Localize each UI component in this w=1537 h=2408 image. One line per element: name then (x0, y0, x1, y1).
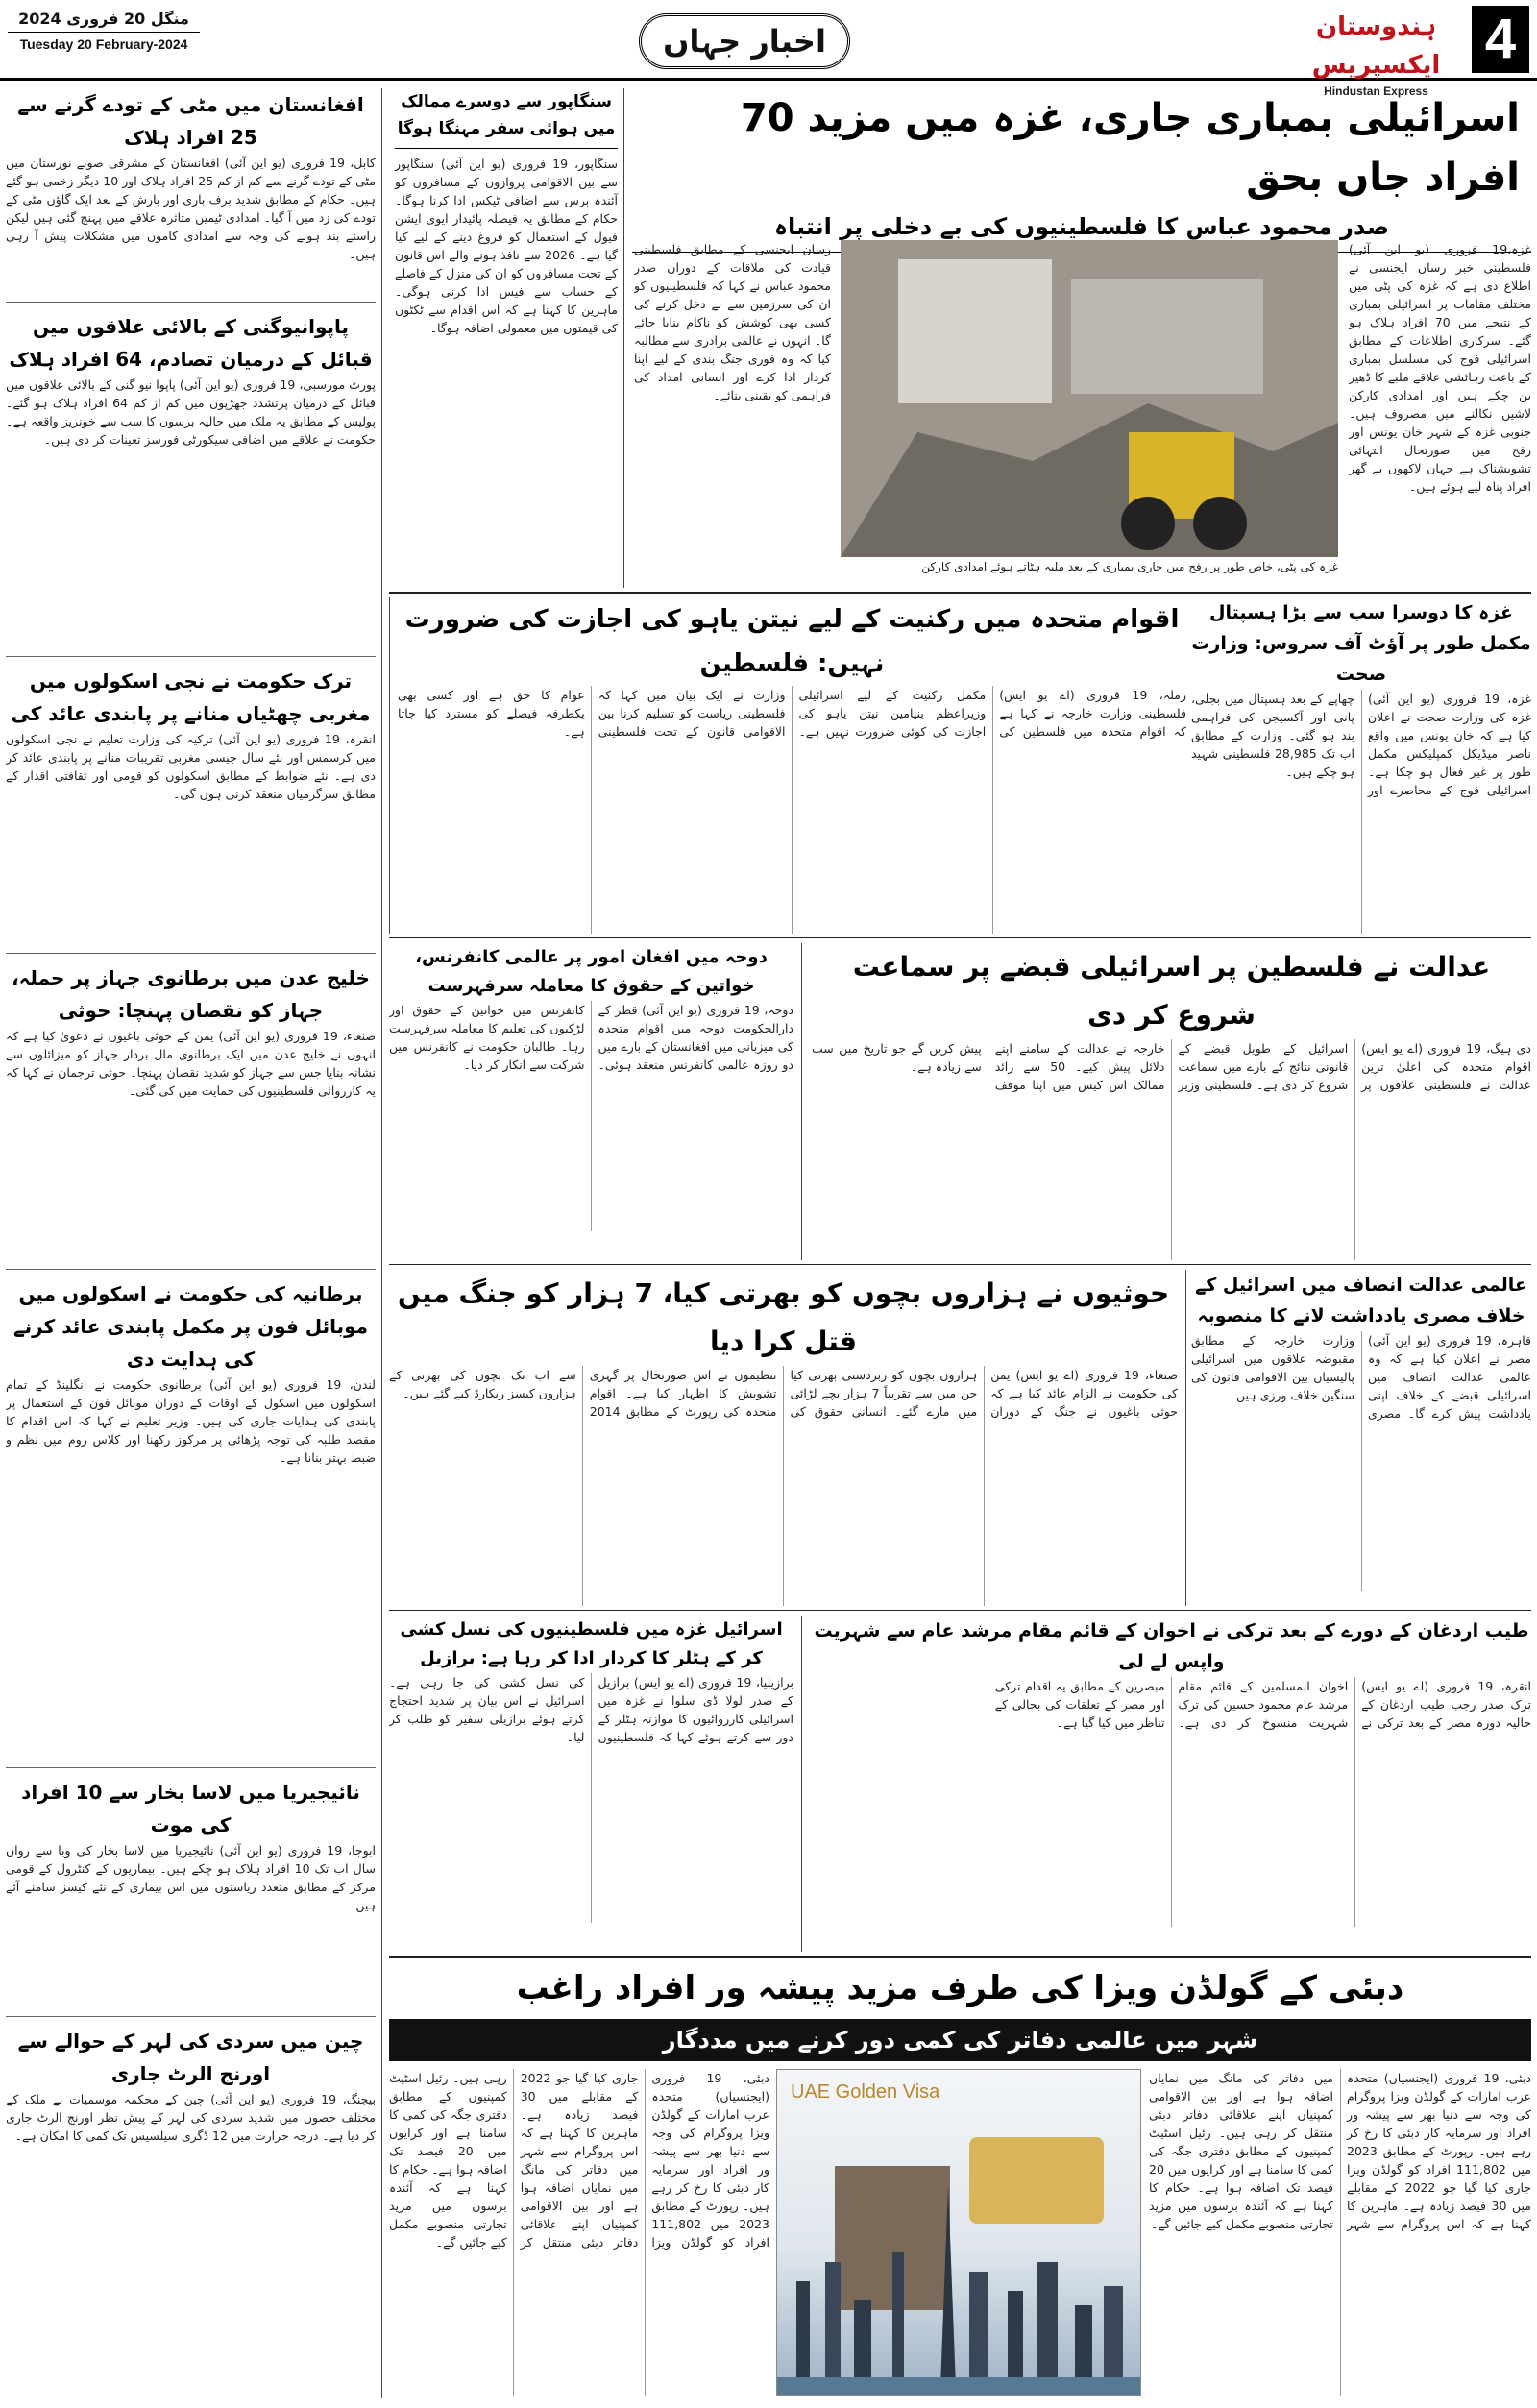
date-english: Tuesday 20 February-2024 (19, 36, 188, 52)
date-urdu: منگل 20 فروری 2024 (8, 10, 200, 33)
brazil-headline: اسرائیل غزہ میں فلسطینیوں کی نسل کشی کر کے ہٹلر کا کردار ادا کر رہا ہے: برازیل (400, 1619, 783, 1668)
brief-china (6, 2025, 376, 2390)
court-story (812, 943, 1531, 1260)
brief-headline: پاپوانیوگنی کے بالائی علاقوں میں قبائل کے درمیان تصادم، 64 افراد ہلاک (9, 315, 373, 371)
singapore-story (389, 88, 624, 588)
icj-story (1191, 1270, 1531, 1606)
dubai-body-right: دبئی، 19 فروری (ایجنسیاں) متحدہ عرب امارات کے گولڈن ویزا پروگرام کی وجہ سے دنیا بھر سے پیشہ ور افراد اور سرمایہ کار دبئی کا رخ کر رہے ہیں۔ رپورٹ کے مطابق 2023 میں 111,802 افراد کو گولڈن ویزا جاری کیا گیا جو 2022 کے مقابلے میں 30 فیصد زیادہ ہے۔ ماہرین کا کہنا ہے کہ اس پروگرام سے شہر میں دفاتر کی مانگ میں نمایاں اضافہ ہوا ہے اور بین الاقوامی کمپنیاں اپنے علاقائی دفاتر دبئی منتقل کر رہی ہیں۔ رئیل اسٹیٹ کمپنیوں کے مطابق دفتری جگہ کی کمی کا سامنا ہے اور کرایوں میں 20 فیصد تک اضافہ ہوا ہے۔ حکام کا کہنا ہے کہ آئندہ برسوں میں مزید تجارتی منصوبے مکمل کیے جائیں گے۔ (1149, 2071, 1531, 2231)
lead-photo-caption: غزہ کی پٹی، خاص طور پر رفح میں جاری بمباری کے بعد ملبہ ہٹاتے ہوئے امدادی کارکن (921, 560, 1338, 573)
logo-urdu: ہندوستان ایکسپریس (1311, 12, 1441, 80)
doha-headline: دوحہ میں افغان امور پر عالمی کانفرنس، خواتین کے حقوق کا معاملہ سرفہرست (415, 947, 768, 996)
lead-body-left: رسان ایجنسی کے مطابق فلسطینی قیادت کی ملاقات کے دوران صدر محمود عباس نے کہا کہ فلسطینیوں کو ان کی سرزمین سے بے دخل کرنے کی کسی بھی کوشش کو ناکام بنایا جائے گا۔ انہوں نے عالمی برادری سے مطالبہ کیا کہ وہ فوری جنگ بندی کے لیے اپنا کردار ادا کرے اور انسانی امداد کی فراہمی کو یقینی بنائے۔ (634, 242, 831, 402)
brief-body: ابوجا، 19 فروری (یو این آئی) نائیجیریا میں لاسا بخار کی وبا سے رواں سال اب تک 10 افراد ہلاک ہو چکے ہیں۔ بیماریوں کے کنٹرول کے قومی مرکز کے مطابق متعدد ریاستوں میں اس بیماری کے نئے کیسز سامنے آئے ہیں۔ (6, 1843, 376, 1912)
lead-headline: اسرائیلی بمباری جاری، غزہ میں مزید 70 افراد جاں بحق (740, 96, 1520, 200)
singapore-headline: سنگاپور سے دوسرے ممالک میں ہوائی سفر مہنگا ہوگا (395, 88, 618, 149)
brief-gulf-aden (6, 961, 376, 1270)
brief-turkey (6, 665, 376, 954)
icj-headline: عالمی عدالت انصاف میں اسرائیل کے خلاف مصری یادداشت لانے کا منصوبہ (1195, 1275, 1527, 1326)
skyline-icon (777, 2070, 1140, 2395)
erdogan-body: انقرہ، 19 فروری (اے یو ایس) ترک صدر رجب طیب اردغان کے حالیہ دورہ مصر کے بعد ترکی نے اخوان المسلمین کے قائم مقام مرشد عام محمود حسین کی ترک شہریت منسوخ کر دی ہے۔ مبصرین کے مطابق یہ اقدام ترکی اور مصر کے تعلقات کی بحالی کے تناظر میں کیا گیا ہے۔ (994, 1679, 1531, 1730)
court-body: دی ہیگ، 19 فروری (اے یو ایس) اقوام متحدہ کی اعلیٰ ترین عدالت نے فلسطینی علاقوں پر اسرائیل کے طویل قبضے کے قانونی نتائج کے بارے میں سماعت شروع کر دی ہے۔ فلسطینی وزیر خارجہ نے عدالت کے سامنے اپنے دلائل پیش کیے۔ 50 سے زائد ممالک اس کیس میں اپنا موقف پیش کریں گے جو تاریخ میں سب سے زیادہ ہے۔ (812, 1041, 1531, 1092)
lead-photo (841, 240, 1338, 557)
brazil-story (389, 1616, 802, 1952)
brief-headline: افغانستان میں مٹی کے تودے گرنے سے 25 افراد ہلاک (17, 93, 364, 149)
brief-headline: خلیج عدن میں برطانوی جہاز پر حملہ، جہاز کو نقصان پہنچا: حوثی (12, 966, 370, 1022)
brief-nigeria (6, 1776, 376, 2017)
brazil-body: برازیلیا، 19 فروری (اے یو ایس) برازیل کے صدر لولا ڈی سلوا نے غزہ میں اسرائیلی کارروائیوں کا موازنہ ہٹلر کے دور سے کرتے ہوئے کہا کہ فلسطینیوں کی نسل کشی کی جا رہی ہے۔ اسرائیل نے اس بیان پر شدید احتجاج کرتے ہوئے برازیلی سفیر کو طلب کر لیا۔ (389, 1675, 793, 1744)
logo-english: Hindustan Express (1324, 85, 1428, 98)
erdogan-headline: طیب اردغان کے دورے کے بعد ترکی نے اخوان کے قائم مقام مرشد عام سے شہریت واپس لے لی (814, 1620, 1529, 1672)
houthi-headline: حوثیوں نے ہزاروں بچوں کو بھرتی کیا، 7 ہزار کو جنگ میں قتل کرا دیا (397, 1277, 1170, 1357)
doha-body: دوحہ، 19 فروری (یو این آئی) قطر کے دارالحکومت دوحہ میں اقوام متحدہ کی میزبانی میں افغانستان کے بارے میں دو روزہ عالمی کانفرنس منعقد ہوئی۔ کانفرنس میں خواتین کے حقوق اور لڑکیوں کی تعلیم کا معاملہ سرفہرست رہا۔ طالبان حکومت نے کانفرنس میں شرکت سے انکار کر دیا۔ (389, 1003, 793, 1072)
lead-body-right: غزہ،19 فروری (یو این آئی) فلسطینی خبر رساں ایجنسی نے اطلاع دی ہے کہ غزہ کی پٹی میں مختلف مقامات پر اسرائیلی بمباری کے نتیجے میں 70 افراد ہلاک ہو گئے۔ سرکاری اطلاعات کے مطابق اسرائیلی فوج کی مسلسل بمباری کے باعث رہائشی علاقے ملبے کا ڈھیر بن چکے ہیں اور امدادی کارکن لاشیں نکالنے میں مصروف ہیں۔ جنوبی غزہ کے شہر خان یونس اور رفح میں صورتحال انتہائی تشویشناک ہے جہاں لاکھوں بے گھر افراد پناہ لیے ہوئے ہیں۔ (1349, 242, 1531, 494)
un-headline: اقوام متحدہ میں رکنیت کے لیے نیتن یاہو کی اجازت کی ضرورت نہیں: فلسطین (404, 605, 1180, 678)
newspaper-logo (1287, 8, 1465, 98)
singapore-body: سنگاپور، 19 فروری (یو این آئی) سنگاپور سے بین الاقوامی پروازوں کے مسافروں کو آئندہ برس سے اضافی ٹیکس ادا کرنا ہوگا۔ حکام کے مطابق یہ فیصلہ پائیدار ایوی ایشن فیول کے استعمال کو فروغ دینے کے لیے کیا گیا ہے۔ 2026 سے نافذ ہونے والے اس قانون کے تحت مسافروں کو ان کی منزل کے فاصلے کے حساب سے فیس ادا کرنی ہوگی۔ ماہرین کا کہنا ہے کہ اس اقدام سے ٹکٹوں کی قیمتوں میں معمولی اضافہ ہوگا۔ (395, 157, 619, 335)
houthi-story (389, 1270, 1186, 1606)
rubble-photo-icon (841, 240, 1338, 557)
dubai-body-left: دبئی، 19 فروری (ایجنسیاں) متحدہ عرب امارات کے گولڈن ویزا پروگرام کی وجہ سے دنیا بھر سے پیشہ ور افراد اور سرمایہ کار دبئی کا رخ کر رہے ہیں۔ رپورٹ کے مطابق 2023 میں 111,802 افراد کو گولڈن ویزا جاری کیا گیا جو 2022 کے مقابلے میں 30 فیصد زیادہ ہے۔ ماہرین کا کہنا ہے کہ اس پروگرام سے شہر میں دفاتر کی مانگ میں نمایاں اضافہ ہوا ہے اور بین الاقوامی کمپنیاں اپنے علاقائی دفاتر دبئی منتقل کر رہی ہیں۔ رئیل اسٹیٹ کمپنیوں کے مطابق دفتری جگہ کی کمی کا سامنا ہے اور کرایوں میں 20 فیصد تک اضافہ ہوا ہے۔ حکام کا کہنا ہے کہ آئندہ برسوں میں مزید تجارتی منصوبے مکمل کیے جائیں گے۔ (389, 2071, 769, 2250)
gaza-hospital-body: غزہ، 19 فروری (یو این آئی) غزہ کی وزارت صحت نے اعلان کیا ہے کہ خان یونس میں واقع ناصر میڈیکل کمپلیکس مکمل طور پر غیر فعال ہو چکا ہے۔ اسرائیلی فوج کے محاصرے اور چھاپے کے بعد ہسپتال میں بجلی، پانی اور آکسیجن کی فراہمی بند ہو گئی۔ وزارت کے مطابق اب تک 28,985 فلسطینی شہید ہو چکے ہیں۔ (1191, 692, 1531, 797)
brief-body: بیجنگ، 19 فروری (یو این آئی) چین کے محکمہ موسمیات نے ملک کے مختلف حصوں میں شدید سردی کی لہر کے پیش نظر اورنج الرٹ جاری کر دیا ہے۔ درجہ حرارت میں 12 ڈگری سیلسیس تک کمی کا امکان ہے۔ (6, 2092, 376, 2143)
brief-body: کابل، 19 فروری (یو این آئی) افغانستان کے مشرقی صوبے نورستان میں مٹی کے تودے گرنے سے کم از کم 25 افراد ہلاک اور 10 دیگر زخمی ہو گئے ہیں۔ حکام کے مطابق شدید برف باری اور بارش کے بعد ایک گاؤں مٹی کے تودے کی زد میں آ گیا۔ امدادی ٹیمیں متاثرہ علاقے میں پہنچ گئی ہیں لیکن راستے بند ہونے کی وجہ سے امدادی کاموں میں مشکلات پیش آ رہی ہیں۔ (6, 156, 376, 261)
brief-papua (6, 310, 376, 657)
left-column (6, 88, 382, 2398)
section-title (639, 13, 850, 69)
brief-headline: ترک حکومت نے نجی اسکولوں میں مغربی چھٹیاں منانے پر پابندی عائد کی (11, 669, 371, 725)
icj-body: قاہرہ، 19 فروری (یو این آئی) مصر نے اعلان کیا ہے کہ وہ عالمی عدالت انصاف میں اسرائیلی قبضے کے خلاف اپنی یادداشت پیش کرے گا۔ مصری وزارت خارجہ کے مطابق مقبوضہ علاقوں میں اسرائیلی پالیسیاں بین الاقوامی قانون کی سنگین خلاف ورزی ہیں۔ (1191, 1333, 1531, 1421)
erdogan-story (812, 1616, 1531, 1952)
brief-body: پورٹ مورسبی، 19 فروری (یو این آئی) پاپوا نیو گنی کے بالائی علاقوں میں قبائل کے درمیان پرتشدد جھڑپوں میں کم از کم 64 افراد ہلاک ہو گئے۔ پولیس کے مطابق یہ ملک میں حالیہ برسوں کا سب سے خونریز واقعہ ہے۔ حکومت نے علاقے میں اضافی سیکورٹی فورسز تعینات کر دی ہیں۔ (6, 377, 376, 447)
houthi-body: صنعاء، 19 فروری (اے یو ایس) یمن کی حکومت نے الزام عائد کیا ہے کہ حوثی باغیوں نے جنگ کے دوران ہزاروں بچوں کو زبردستی بھرتی کیا جن میں سے تقریباً 7 ہزار بچے لڑائی میں مارے گئے۔ انسانی حقوق کی تنظیموں نے اس صورتحال پر گہری تشویش کا اظہار کیا ہے۔ اقوام متحدہ کی رپورٹ کے مطابق 2014 سے اب تک بچوں کی بھرتی کے ہزاروں کیسز ریکارڈ کیے گئے ہیں۔ (389, 1368, 1178, 1419)
dubai-headline: دبئی کے گولڈن ویزا کی طرف مزید پیشہ ور افراد راغب (516, 1969, 1404, 2007)
date-box (8, 10, 200, 69)
un-body: رملہ، 19 فروری (اے یو ایس) فلسطینی وزارت خارجہ نے کہا ہے کہ اقوام متحدہ میں فلسطین کی مکمل رکنیت کے لیے اسرائیلی وزیراعظم بنیامین نیتن یاہو کی اجازت کی کوئی ضرورت نہیں ہے۔ وزارت نے ایک بیان میں کہا کہ فلسطینی ریاست کو تسلیم کرنا بین الاقوامی قانون کے تحت فلسطینی عوام کا حق ہے اور کسی بھی یکطرفہ فیصلے کو مسترد کیا جاتا ہے۔ (398, 688, 1186, 739)
gaza-hospital-story (1191, 597, 1531, 934)
brief-body: انقرہ، 19 فروری (یو این آئی) ترکیہ کی وزارت تعلیم نے نجی اسکولوں میں کرسمس اور نئے سال جیسی مغربی تقریبات منانے پر پابندی عائد کر دی ہے۔ نئے ضوابط کے مطابق اسکولوں کو قومی اور ثقافتی اقدار کے مطابق سرگرمیاں منعقد کرنی ہوں گی۔ (6, 732, 376, 801)
golden-visa-label: UAE Golden Visa (791, 2081, 940, 2103)
un-story (389, 597, 1186, 934)
brief-afghanistan (6, 88, 376, 303)
golden-visa-image (776, 2069, 1141, 2396)
page-number: 4 (1472, 6, 1529, 73)
doha-story (389, 943, 802, 1260)
court-headline: عدالت نے فلسطین پر اسرائیلی قبضے پر سماعت شروع کر دی (852, 951, 1491, 1031)
brief-britain (6, 1277, 376, 1768)
dubai-subhead: شہر میں عالمی دفاتر کی کمی دور کرنے میں مددگار (389, 2019, 1531, 2061)
masthead (0, 0, 1537, 98)
gaza-hospital-headline: غزہ کا دوسرا سب سے بڑا ہسپتال مکمل طور پر آؤٹ آف سروس: وزارت صحت (1191, 602, 1531, 685)
brief-body: لندن، 19 فروری (یو این آئی) برطانوی حکومت نے انگلینڈ کے تمام اسکولوں میں اسکول کے اوقات کے دوران موبائل فون کے استعمال پر پابندی کی ہدایات جاری کی ہیں۔ وزیر تعلیم نے کہا کہ اس اقدام کا مقصد طلبہ کی توجہ پڑھائی پر مرکوز رکھنا اور کلاس روم میں نظم و ضبط بہتر بنانا ہے۔ (6, 1377, 376, 1465)
brief-body: صنعاء، 19 فروری (یو این آئی) یمن کے حوثی باغیوں نے دعویٰ کیا ہے کہ انہوں نے خلیج عدن میں ایک برطانوی مال بردار جہاز کو میزائلوں سے نشانہ بنایا جس سے جہاز کو شدید نقصان پہنچا۔ حوثی ترجمان نے کہا کہ یہ کارروائی فلسطینیوں کی حمایت میں کی گئی۔ (6, 1029, 376, 1098)
lead-subhead: صدر محمود عباس کا فلسطینیوں کی بے دخلی پر انتباہ (632, 207, 1531, 253)
section-title-text: اخبار جہاں (663, 23, 826, 60)
brief-headline: نائیجیریا میں لاسا بخار سے 10 افراد کی موت (21, 1781, 360, 1836)
brief-headline: چین میں سردی کی لہر کے حوالے سے اورنج الرٹ جاری (17, 2030, 364, 2085)
brief-headline: برطانیہ کی حکومت نے اسکولوں میں موبائل فون پر مکمل پابندی عائد کرنے کی ہدایت دی (12, 1282, 369, 1371)
